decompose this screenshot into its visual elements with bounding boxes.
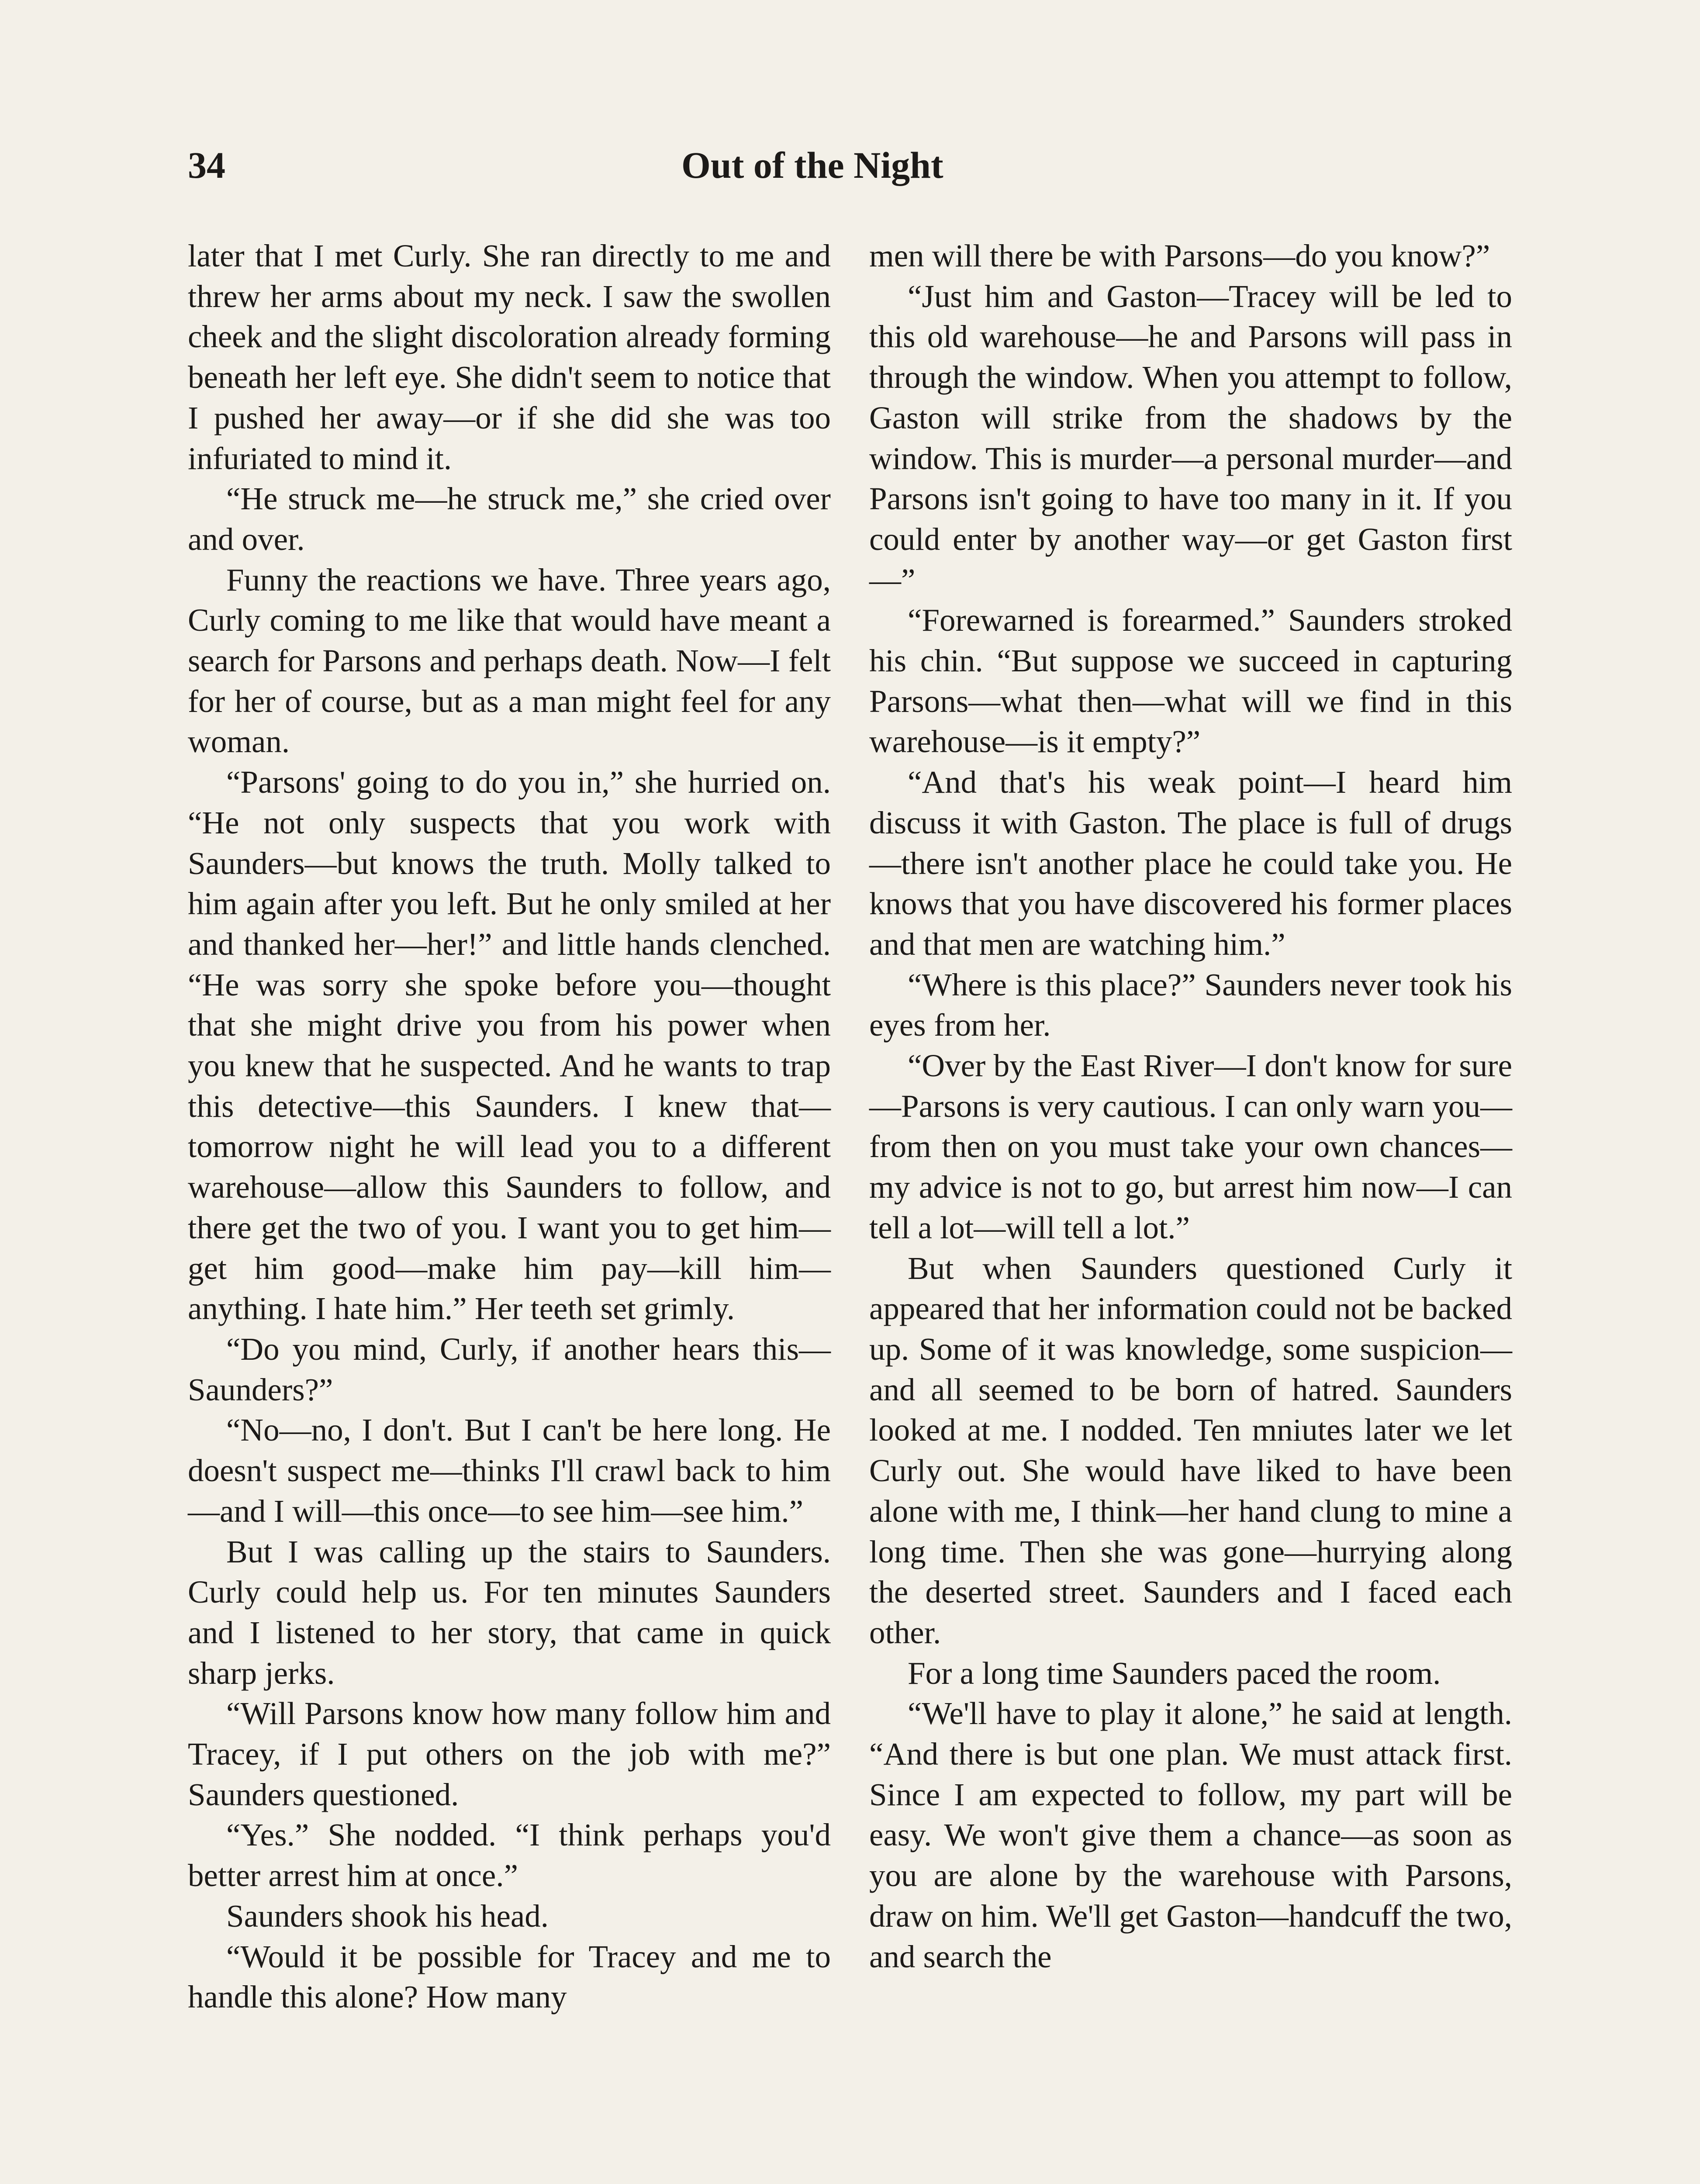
paragraph: “Do you mind, Curly, if another hears this—Saunders?” — [188, 1331, 831, 1407]
paragraph: “Will Parsons know how many follow him and Tracey, if I put others on the job with me?” Saunders questioned. — [188, 1696, 831, 1812]
paragraph: “Yes.” She nodded. “I think perhaps you'd better arrest him at once.” — [188, 1817, 831, 1894]
paragraph: Funny the reactions we have. Three years ago, Curly coming to me like that would have meant a search for Parsons and perhaps death. Now—I felt for her of course, but as a man might feel for any woman. — [188, 562, 831, 760]
paragraph: “Over by the East River—I don't know for sure—Parsons is very cautious. I can only warn you—from then on you must take your own chances—my advice is not to go, but arrest him now—I can tell a lot—will tell a lot.” — [869, 1048, 1512, 1245]
paragraph: men will there be with Parsons—do you know?” — [869, 238, 1490, 273]
paragraph: later that I met Curly. She ran directly to me and threw her arms about my neck. I saw the swollen cheek and the slight discoloration already forming beneath her left eye. She didn't seem to notice that I pushed her away—or if she did she was too infuriated to mind it. — [188, 238, 831, 476]
page-number: 34 — [188, 144, 225, 186]
paragraph: For a long time Saunders paced the room. — [908, 1655, 1441, 1691]
paragraph: “And that's his weak point—I heard him discuss it with Gaston. The place is full of drugs—there isn't another place he could take you. He knows that you have discovered his former places and that men are watching him.” — [869, 764, 1512, 962]
paragraph: “Just him and Gaston—Tracey will be led to this old warehouse—he and Parsons will pass in through the window. When you attempt to follow, Gaston will strike from the shadows by the window. This is murder—a personal murder—and Parsons isn't going to have too many in it. If you could enter by another way—or get Gaston first—” — [869, 278, 1512, 598]
paragraph: “Forewarned is forearmed.” Saunders stroked his chin. “But suppose we succeed in capturing Parsons—what then—what will we find in this warehouse—is it empty?” — [869, 602, 1512, 760]
paragraph: “No—no, I don't. But I can't be here long. He doesn't suspect me—thinks I'll crawl back to him—and I will—this once—to see him—see him.” — [188, 1412, 831, 1529]
paragraph: But when Saunders questioned Curly it appeared that her information could not be backed up. Some of it was knowledge, some suspicion—and all seemed to be born of hatred. Saunders looked at me. I nodded. Ten mniutes later we let Curly out. She would have liked to have been alone with me, I think—her hand clung to mine a long time. Then she was gone—hurrying along the deserted street. Saunders and I faced each other. — [869, 1250, 1512, 1650]
left-column — [188, 236, 831, 2018]
right-column — [869, 236, 1512, 1977]
paragraph: Saunders shook his head. — [226, 1898, 549, 1934]
paragraph: “We'll have to play it alone,” he said at length. “And there is but one plan. We must attack first. Since I am expected to follow, my part will be easy. We won't give them a chance—as soon as you are alone by the warehouse with Parsons, draw on him. We'll get Gaston—handcuff the two, and search the — [869, 1696, 1512, 1974]
paragraph: But I was calling up the stairs to Saunders. Curly could help us. For ten minutes Saunders and I listened to her story, that came in quick sharp jerks. — [188, 1534, 831, 1691]
paragraph: “He struck me—he struck me,” she cried over and over. — [188, 481, 831, 557]
paragraph: “Would it be possible for Tracey and me to handle this alone? How many — [188, 1939, 831, 2015]
paragraph: “Parsons' going to do you in,” she hurried on. “He not only suspects that you work with Saunders—but knows the truth. Molly talked to him again after you left. But he only smiled at her and thanked her—her!” and little hands clenched. “He was sorry she spoke before you—thought that she might drive you from his power when you knew that he suspected. And he wants to trap this detective—this Saunders. I knew that—tomorrow night he will lead you to a different warehouse—allow this Saunders to follow, and there get the two of you. I want you to get him—get him good—make him pay—kill him—anything. I hate him.” Her teeth set grimly. — [188, 764, 831, 1327]
paragraph: “Where is this place?” Saunders never took his eyes from her. — [869, 967, 1512, 1043]
running-title: Out of the Night — [681, 144, 943, 186]
